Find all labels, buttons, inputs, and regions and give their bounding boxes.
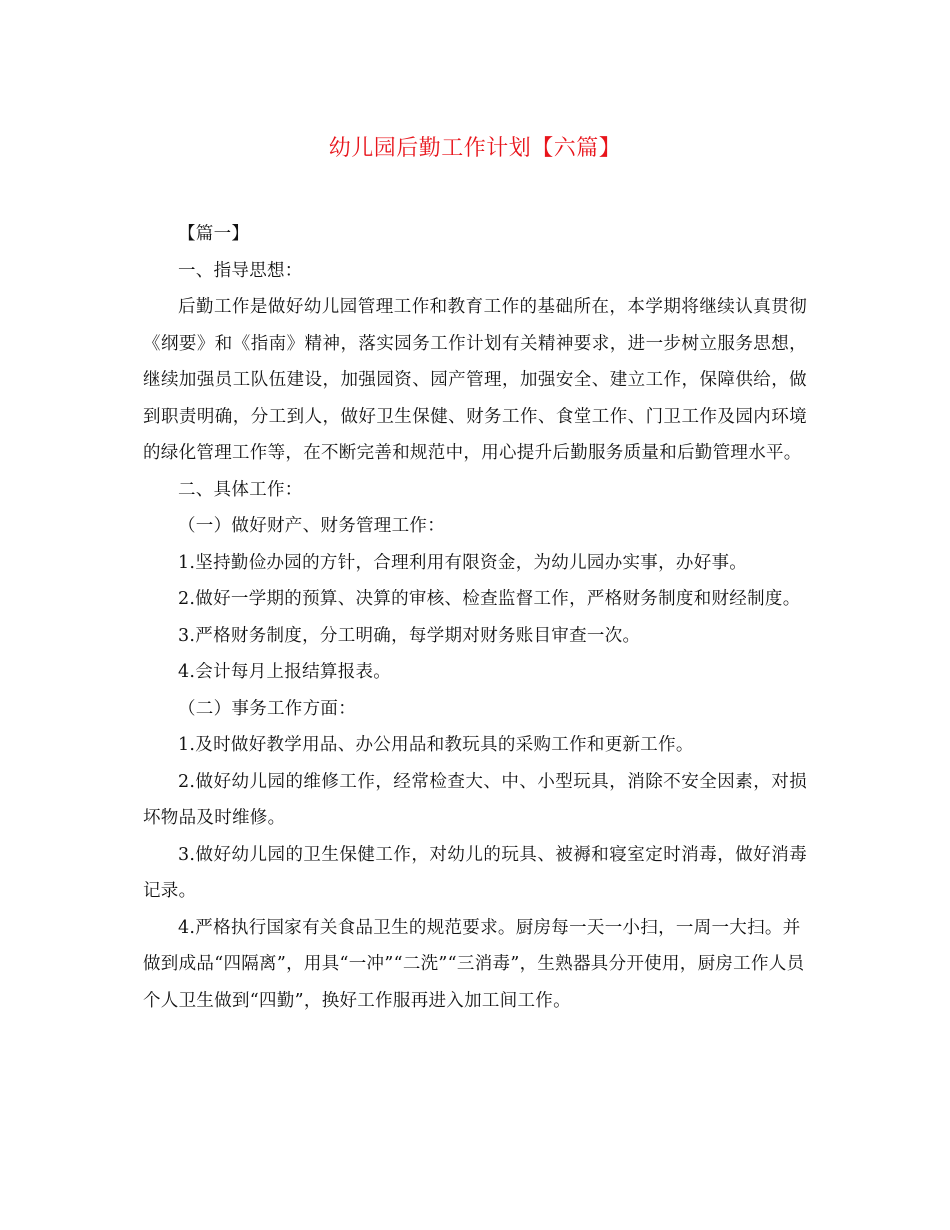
list-item-finance-4: 4.会计每月上报结算报表。 — [178, 662, 392, 682]
document-body — [143, 216, 807, 1019]
heading-specific-work: 二、具体工作： — [178, 479, 303, 500]
list-item-affairs-2: 2.做好幼儿园的维修工作，经常检查大、中、小型玩具，消除不安全因素，对损坏物品及时维修。 — [143, 771, 807, 828]
section-heading-part-one: 【篇一】 — [178, 224, 250, 244]
list-item-affairs-1: 1.及时做好教学用品、办公用品和教玩具的采购工作和更新工作。 — [178, 735, 694, 755]
paragraph-guiding-ideology: 后勤工作是做好幼儿园管理工作和教育工作的基础所在，本学期将继续认真贯彻《纲要》和《指南》精神，落实园务工作计划有关精神要求，进一步树立服务思想，继续加强员工队伍建设，加强园资、园产管理，加强安全、建立工作，保障供给，做到职责明确，分工到人，做好卫生保健、财务工作、食堂工作、门卫工作及园内环境的绿化管理工作等，在不断完善和规范中，用心提升后勤服务质量和后勤管理水平。 — [143, 297, 807, 463]
document-title: 幼儿园后勤工作计划【六篇】 — [328, 136, 622, 161]
list-item-finance-1: 1.坚持勤俭办园的方针，合理利用有限资金，为幼儿园办实事，办好事。 — [178, 552, 748, 573]
list-item-affairs-3: 3.做好幼儿园的卫生保健工作，对幼儿的玩具、被褥和寝室定时消毒，做好消毒记录。 — [143, 844, 807, 901]
heading-guiding-ideology: 一、指导思想： — [178, 260, 303, 281]
list-item-finance-2: 2.做好一学期的预算、决算的审核、检查监督工作，严格财务制度和财经制度。 — [178, 589, 801, 609]
list-item-finance-3: 3.严格财务制度，分工明确，每学期对财务账目审查一次。 — [178, 625, 641, 646]
subheading-affairs-work: （二）事务工作方面： — [178, 698, 356, 719]
list-item-affairs-4: 4.严格执行国家有关食品卫生的规范要求。厨房每一天一小扫，一周一大扫。并做到成品“四隔离”，用具“一冲”“二洗”“三消毒”，生熟器具分开使用，厨房工作人员个人卫生做到“四勤”，换好工作服再进入加工间工作。 — [143, 917, 805, 1011]
subheading-finance-management: （一）做好财产、财务管理工作： — [178, 516, 445, 536]
